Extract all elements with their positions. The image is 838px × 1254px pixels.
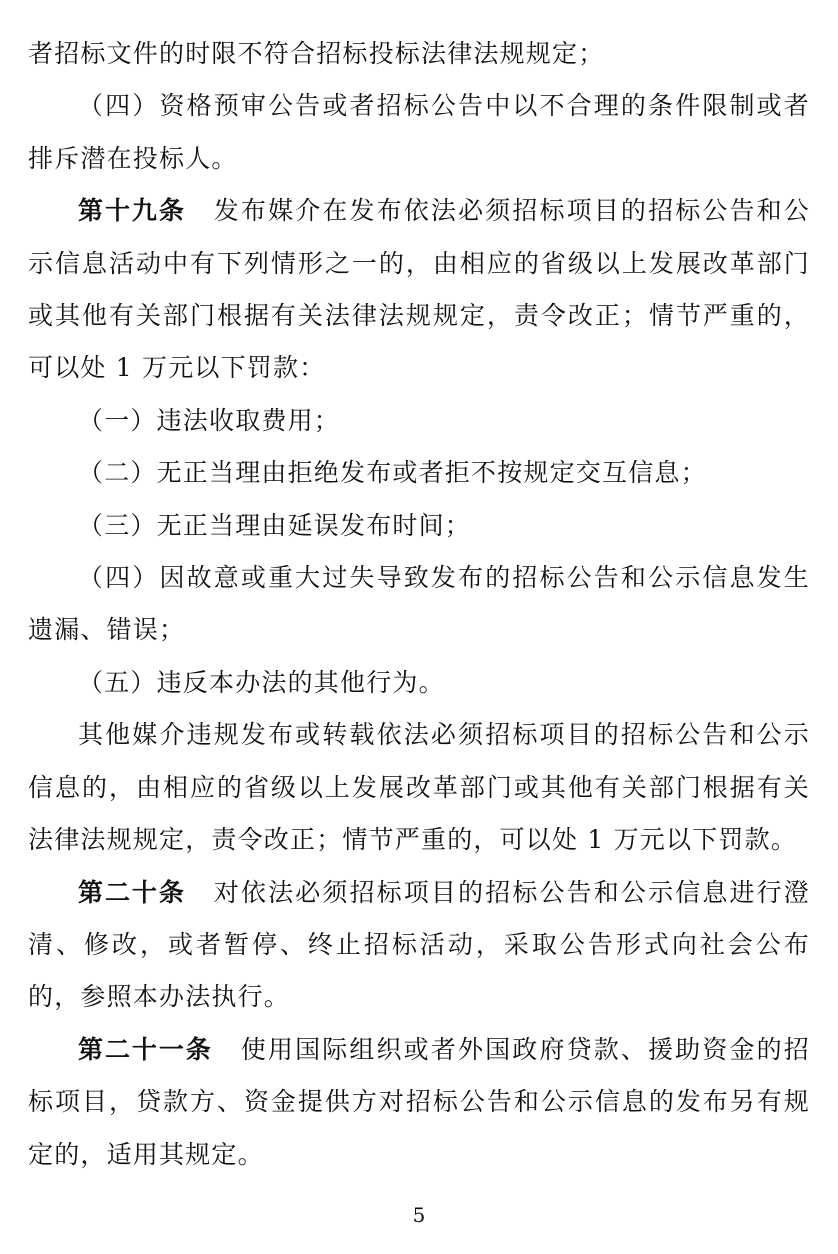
article-heading: 第二十一条 (78, 1034, 213, 1064)
paragraph-continuation (28, 28, 810, 80)
list-item-4 (28, 552, 810, 657)
document-page (28, 28, 810, 1181)
article-heading: 第十九条 (78, 196, 186, 226)
list-item-3 (28, 500, 810, 552)
paragraph-text: （二）无正当理由拒绝发布或者拒不按规定交互信息； (78, 458, 707, 488)
paragraph-other-media (28, 709, 810, 866)
paragraph-text: 其他媒介违规发布或转载依法必须招标项目的招标公告和公示信息的，由相应的省级以上发展改革部门或其他有关部门根据有关法律法规规定，责令改正；情节严重的，可以处 1 万元以下罚款。 (28, 720, 810, 855)
article-19 (28, 185, 810, 395)
article-21 (28, 1024, 810, 1181)
list-item-5 (28, 657, 810, 709)
list-item-2 (28, 447, 810, 499)
article-body: 发布媒介在发布依法必须招标项目的招标公告和公示信息活动中有下列情形之一的，由相应的省级以上发展改革部门或其他有关部门根据有关法律法规规定，责令改正；情节严重的，可以处 1 万元以下罚款： (28, 196, 810, 383)
paragraph-text: （三）无正当理由延误发布时间； (78, 510, 472, 540)
page-number: 5 (412, 1203, 426, 1227)
article-heading: 第二十条 (78, 877, 186, 907)
paragraph-item-4 (28, 80, 810, 185)
paragraph-text: 者招标文件的时限不符合招标投标法律法规规定； (28, 39, 605, 68)
paragraph-text: （一）违法收取费用； (78, 405, 341, 435)
article-body: 对依法必须招标项目的招标公告和公示信息进行澄清、修改，或者暂停、终止招标活动，采取公告形式向社会公布的，参照本办法执行。 (28, 877, 810, 1012)
article-20 (28, 867, 810, 1024)
paragraph-text: （五）违反本办法的其他行为。 (78, 667, 445, 697)
list-item-1 (28, 395, 810, 447)
paragraph-text: （四）资格预审公告或者招标公告中以不合理的条件限制或者排斥潜在投标人。 (28, 91, 810, 173)
article-body: 使用国际组织或者外国政府贷款、援助资金的招标项目，贷款方、资金提供方对招标公告和公示信息的发布另有规定的，适用其规定。 (28, 1034, 810, 1169)
paragraph-text: （四）因故意或重大过失导致发布的招标公告和公示信息发生遗漏、错误； (28, 563, 810, 645)
